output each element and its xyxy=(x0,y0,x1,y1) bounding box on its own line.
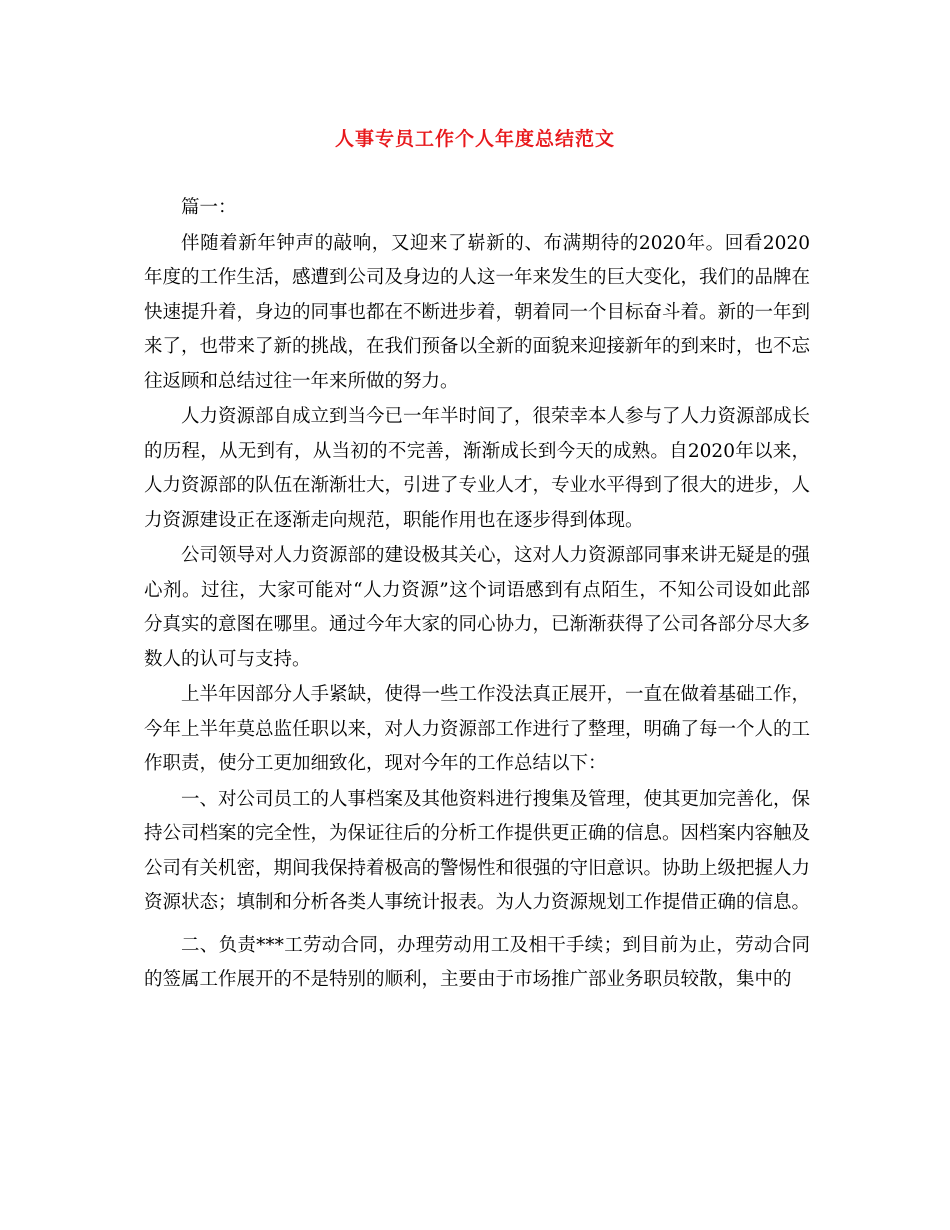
document-body xyxy=(144,191,810,999)
paragraph-intro: 伴随着新年钟声的敲响，又迎来了崭新的、布满期待的2020年。回看2020年度的工作生活，感遭到公司及身边的人这一年来发生的巨大变化，我们的品牌在快速提升着，身边的同事也都在不断进步着，朝着同一个目标奋斗着。新的一年到来了，也带来了新的挑战，在我们预备以全新的面貌来迎接新年的到来时，也不忘往返顾和总结过往一年来所做的努力。 xyxy=(144,232,811,392)
paragraph-item-two: 二、负责***工劳动合同，办理劳动用工及相干手续；到目前为止，劳动合同的签属工作展开的不是特别的顺利，主要由于市场推广部业务职员较散，集中的 xyxy=(144,934,810,990)
paragraph-hr-history: 人力资源部自成立到当今已一年半时间了，很荣幸本人参与了人力资源部成长的历程，从无到有，从当初的不完善，渐渐成长到今天的成熟。自2020年以来，人力资源部的队伍在渐渐壮大，引进了专业人才，专业水平得到了很大的进步，人力资源建设正在逐渐走向规范，职能作用也在逐步得到体现。 xyxy=(144,406,811,531)
document-title: 人事专员工作个人年度总结范文 xyxy=(334,128,615,150)
paragraph-first-half: 上半年因部分人手紧缺，使得一些工作没法真正展开，一直在做着基础工作，今年上半年莫总监任职以来，对人力资源部工作进行了整理，明确了每一个人的工作职责，使分工更加细致化，现对今年的工作总结以下： xyxy=(144,684,811,774)
paragraph-item-one: 一、对公司员工的人事档案及其他资料进行搜集及管理，使其更加完善化，保持公司档案的完全性，为保证往后的分析工作提供更正确的信息。因档案内容触及公司有关机密，期间我保持着极高的警惕性和很强的守旧意识。协助上级把握人力资源状态；填制和分析各类人事统计报表。为人力资源规划工作提借正确的信息。 xyxy=(144,788,811,913)
paragraph-leadership: 公司领导对人力资源部的建设极其关心，这对人力资源部同事来讲无疑是的强心剂。过往，大家可能对“人力资源”这个词语感到有点陌生，不知公司设如此部分真实的意图在哪里。通过今年大家的同心协力，已渐渐获得了公司各部分尽大多数人的认可与支持。 xyxy=(144,545,811,670)
section-heading: 篇一： xyxy=(181,197,237,218)
